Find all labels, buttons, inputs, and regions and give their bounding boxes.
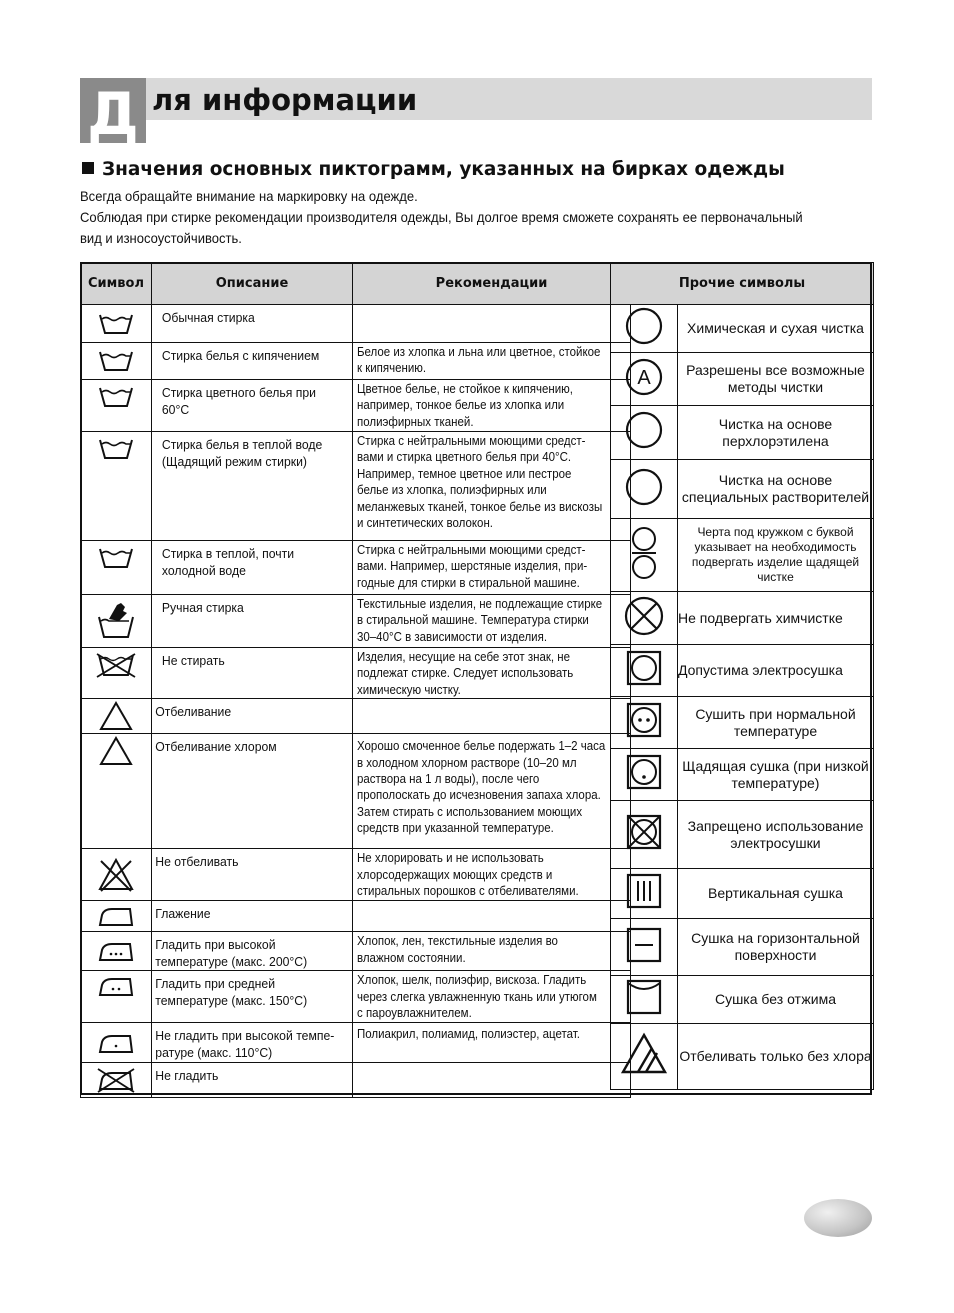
bleach-triangle-icon xyxy=(99,736,133,766)
table-row xyxy=(81,849,631,901)
tumble-dry-one-dot-icon xyxy=(625,753,663,791)
list-item xyxy=(611,592,874,645)
non-chlorine-bleach-icon xyxy=(620,1032,668,1076)
table-row xyxy=(81,699,631,734)
circle-icon xyxy=(624,410,664,450)
iron-icon xyxy=(96,904,136,928)
table-row xyxy=(81,305,631,343)
row-recommendation: Стирка с нейтральными моющими средст-вами и стирка цветного белья при 40°С. Например, темное цветное или пестрое белье из хлопка, полиэфирных или меланжевых тканей, тонкое белье из вискозы и синтетических волокон. xyxy=(357,434,603,531)
list-item xyxy=(611,697,874,749)
row-description: Стирка в теплой, почти холодной воде xyxy=(152,541,341,595)
wash-tub-icon xyxy=(96,348,136,374)
circle-icon xyxy=(624,306,664,346)
list-item xyxy=(611,645,874,697)
iron-two-dots-icon xyxy=(96,974,136,998)
other-symbol-text: Черта под кружком с буквой указывает на необходимость подвергать изделие щадящей чистке xyxy=(678,519,874,592)
intro-line: Всегда обращайте внимание на маркировку на одежде. xyxy=(80,188,418,204)
page-title: ля информации xyxy=(152,83,418,117)
svg-text:A: A xyxy=(637,366,651,389)
row-description: Отбеливание хлором xyxy=(152,734,341,849)
table-row xyxy=(81,734,631,849)
row-recommendation: Стирка с нейтральными моющими средст-вами. Например, шерстяные изделия, при-годные для стирки в стиральной машине. xyxy=(357,543,588,590)
list-item xyxy=(611,801,874,869)
header-other-symbols: Прочие символы xyxy=(611,263,874,305)
row-recommendation: Цветное белье, не стойкое к кипячению, например, тонкое белье из хлопка или полиэфирных тканей. xyxy=(357,382,573,429)
other-symbol-text: Чистка на основе специальных растворителей xyxy=(678,460,874,519)
row-description: Ручная стирка xyxy=(152,595,341,648)
row-description: Не стирать xyxy=(152,648,341,699)
list-item xyxy=(611,519,874,592)
table-row xyxy=(81,380,631,432)
row-description: Не отбеливать xyxy=(152,849,341,901)
row-recommendation: Хлопок, лен, текстильные изделия во влажном состоянии. xyxy=(357,934,558,965)
circle-icon xyxy=(624,467,664,507)
row-description: Гладить при средней температуре (макс. 150°С) xyxy=(152,971,341,1023)
tumble-dry-two-dots-icon xyxy=(625,701,663,739)
no-tumble-dry-icon xyxy=(625,813,663,851)
other-symbol-text: Сушить при нормальной температуре xyxy=(678,697,874,749)
no-wash-icon xyxy=(94,651,138,679)
row-description: Стирка белья с кипячением xyxy=(152,343,341,380)
list-item xyxy=(611,353,874,406)
table-row xyxy=(81,541,631,595)
row-recommendation: Белое из хлопка и льна или цветное, стойкое к кипячению. xyxy=(357,345,601,376)
wash-tub-icon xyxy=(96,384,136,410)
header-symbol: Символ xyxy=(81,263,152,305)
list-item xyxy=(611,1024,874,1090)
header-recommendations: Рекомендации xyxy=(353,263,631,305)
list-item xyxy=(611,406,874,460)
no-bleach-icon xyxy=(96,857,136,893)
hand-wash-icon xyxy=(95,601,137,641)
row-recommendation: Текстильные изделия, не подлежащие стирке в стиральной машине. Температура стирки 30–40°С в зависимости от изделия. xyxy=(357,597,603,644)
row-description: Глажение xyxy=(152,901,341,932)
other-symbol-text: Химическая и сухая чистка xyxy=(678,305,874,353)
table-row xyxy=(81,432,631,541)
no-iron-icon xyxy=(95,1067,137,1093)
list-item xyxy=(611,976,874,1024)
other-symbol-text: Разрешены все возможные методы чистки xyxy=(678,353,874,406)
page-number-oval xyxy=(804,1199,872,1237)
other-symbol-text: Отбеливать только без хлора xyxy=(678,1024,874,1090)
drip-dry-icon xyxy=(625,978,663,1016)
other-symbol-text: Не подвергать химчистке xyxy=(678,592,874,645)
list-item xyxy=(611,305,874,353)
wash-tub-icon xyxy=(96,311,136,337)
underlined-circle-icon xyxy=(629,525,659,581)
table-row xyxy=(81,595,631,648)
row-recommendation: Хорошо смоченное белье подержать 1–2 часа в холодном хлорном растворе (10–20 мл раствора на 1 л воды), после чего прополоскать до исчезновения запаха хлора. Затем стирать с использованием моющих средств при указанной температуре. xyxy=(357,739,606,836)
tumble-dry-icon xyxy=(625,649,663,687)
square-bullet-icon xyxy=(82,162,94,174)
other-symbol-text: Вертикальная сушка xyxy=(678,869,874,919)
vertical-dry-icon xyxy=(625,872,663,910)
table-row xyxy=(81,648,631,699)
title-initial-letter: Д xyxy=(80,78,146,143)
row-recommendation: Хлопок, шелк, полиэфир, вискоза. Гладить через слегка увлажненную ткань или утюгом с пароувлажнителем. xyxy=(357,973,597,1021)
list-item xyxy=(611,919,874,976)
table-row xyxy=(81,343,631,380)
row-description: Не гладить при высокой темпе-ратуре (макс. 110°С) xyxy=(152,1023,341,1063)
row-description: Стирка белья в теплой воде (Щадящий режим стирки) xyxy=(152,432,341,541)
row-recommendation: Полиакрил, полиамид, полиэстер, ацетат. xyxy=(357,1027,580,1042)
other-symbol-text: Допустима электросушка xyxy=(678,645,874,697)
other-symbol-text: Сушка без отжима xyxy=(678,976,874,1024)
table-row xyxy=(81,901,631,932)
list-item xyxy=(611,869,874,919)
table-row xyxy=(81,1063,631,1098)
intro-text xyxy=(80,186,815,249)
list-item xyxy=(611,749,874,801)
iron-one-dot-icon xyxy=(96,1031,136,1055)
table-row xyxy=(81,971,631,1023)
other-symbol-text: Щадящая сушка (при низкой температуре) xyxy=(678,749,874,801)
row-recommendation: Изделия, несущие на себе этот знак, не подлежат стирке. Следует использовать химическую чистку. xyxy=(357,650,574,697)
section-heading: Значения основных пиктограмм, указанных на бирках одежды xyxy=(82,157,785,183)
other-symbol-text: Чистка на основе перхлорэтилена xyxy=(678,406,874,460)
row-description: Не гладить xyxy=(152,1063,341,1098)
no-dry-clean-icon xyxy=(623,595,665,637)
table-row xyxy=(81,1023,631,1063)
wash-tub-icon xyxy=(96,545,136,571)
table-row xyxy=(81,932,631,971)
iron-three-dots-icon xyxy=(96,939,136,963)
flat-dry-icon xyxy=(625,926,663,964)
circle-letter-a-icon xyxy=(624,357,664,397)
row-description: Гладить при высокой температуре (макс. 200°С) xyxy=(152,932,341,971)
bleach-triangle-icon xyxy=(99,701,133,731)
row-description: Обычная стирка xyxy=(152,305,341,343)
wash-tub-icon xyxy=(96,436,136,462)
list-item xyxy=(611,460,874,519)
intro-line: Соблюдая при стирке рекомендации производителя одежды, Вы долгое время сможете сохранять ее первоначальный вид и износоустойчивость. xyxy=(80,209,803,246)
other-symbols-table xyxy=(610,262,874,1090)
row-recommendation: Не хлорировать и не использовать хлорсодержащих моющих средств и стиральных порошков с отбеливателями. xyxy=(357,851,579,899)
header-description: Описание xyxy=(152,263,353,305)
row-description: Стирка цветного белья при 60°С xyxy=(152,380,341,432)
other-symbol-text: Сушка на горизонтальной поверхности xyxy=(678,919,874,976)
care-symbols-table xyxy=(80,262,631,1098)
row-description: Отбеливание xyxy=(152,699,341,734)
other-symbol-text: Запрещено использование электросушки xyxy=(678,801,874,869)
